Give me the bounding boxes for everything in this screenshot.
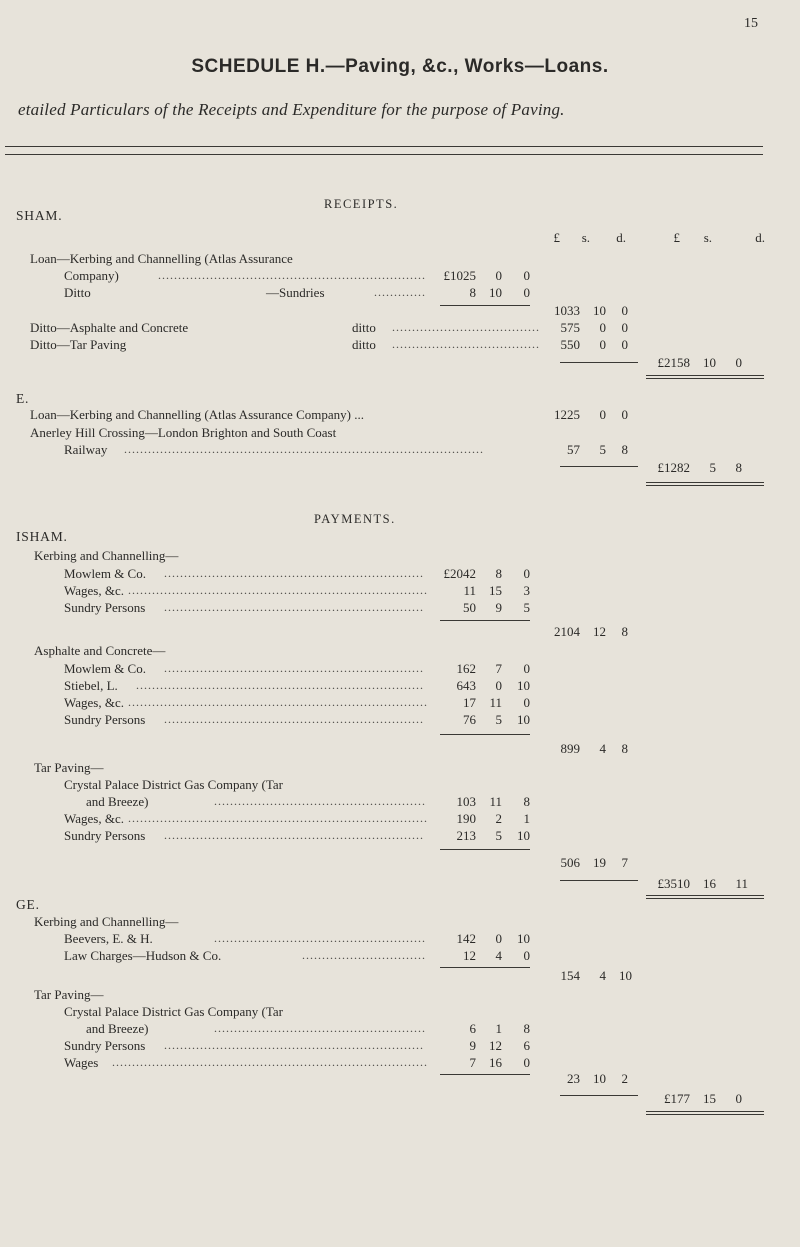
payment-kerbing-heading: Kerbing and Channelling— [34, 548, 179, 563]
leader-dots: ................................................................. [164, 566, 424, 580]
amount-pence: 10 [517, 712, 530, 727]
receipt-anerley-line1: Anerley Hill Crossing—London Brighton and South Coast [30, 425, 337, 440]
amount-pence: 0 [523, 695, 530, 710]
payment-mowlem-k: Mowlem & Co. [64, 566, 146, 581]
amount-pounds: 575 [560, 320, 580, 335]
payment-stiebel: Stiebel, L. [64, 678, 118, 693]
subtotal-shillings: 10 [593, 1071, 606, 1086]
leader-dots: ................................................................. [164, 828, 424, 842]
payment-law-charges: Law Charges—Hudson & Co. [64, 948, 222, 963]
payment-sundry-a: Sundry Persons [64, 712, 146, 727]
amount-pounds: 1225 [554, 407, 580, 422]
page-subtitle: etailed Particulars of the Receipts and Expenditure for the purpose of Paving. [18, 100, 565, 119]
total-shillings: 16 [703, 876, 716, 891]
amount-pence: 0 [621, 407, 628, 422]
amount-pence: 10 [517, 931, 530, 946]
leader-dots: ..................................... [392, 337, 540, 351]
payment-wages-a: Wages, &c. [64, 695, 124, 710]
amount-shillings: 11 [489, 794, 502, 809]
leader-dots: ..................................................... [214, 931, 426, 945]
amount-pounds: 550 [560, 337, 580, 352]
payments-location-1: ISHAM. [16, 529, 68, 544]
leader-dots: ................................................................. [164, 712, 424, 726]
amount-shillings: 16 [489, 1055, 502, 1070]
amount-shillings: 10 [489, 285, 502, 300]
amount-pounds: 213 [456, 828, 476, 843]
amount-pence: 5 [523, 600, 530, 615]
amount-pence: 1 [523, 811, 530, 826]
total-shillings: 5 [709, 460, 716, 475]
col-header-shillings-2: s. [703, 230, 712, 245]
amount-pounds: 17 [463, 695, 476, 710]
col-header-pence: d. [616, 230, 626, 245]
amount-pounds: 142 [456, 931, 476, 946]
amount-pounds: 103 [456, 794, 476, 809]
amount-pence: 0 [523, 566, 530, 581]
subtotal-rule [440, 305, 530, 306]
title-rule-bottom [5, 154, 763, 155]
receipt-ditto-label: Ditto [64, 285, 91, 300]
total-pence: 11 [735, 876, 748, 891]
subtotal-rule [560, 466, 638, 467]
total-double-rule [646, 482, 764, 486]
amount-shillings: 5 [495, 828, 502, 843]
page-number: 15 [744, 16, 758, 31]
total-pence: 8 [735, 460, 742, 475]
total-shillings: 10 [703, 355, 716, 370]
amount-pounds: 11 [463, 583, 476, 598]
amount-pence: 0 [523, 268, 530, 283]
subtotal-shillings: 10 [593, 303, 606, 318]
receipt-ditto-sundries: —Sundries [266, 285, 325, 300]
total-double-rule [646, 375, 764, 379]
subtotal-pounds: 1033 [554, 303, 580, 318]
subtotal-pence: 0 [621, 303, 628, 318]
amount-pounds: 8 [469, 285, 476, 300]
subtotal-rule [440, 620, 530, 621]
payment-wages-t: Wages, &c. [64, 811, 124, 826]
payment-mowlem-a: Mowlem & Co. [64, 661, 146, 676]
leader-dots: ........................................................................... [128, 811, 428, 825]
subtotal-pence: 2 [621, 1071, 628, 1086]
amount-pence: 10 [517, 678, 530, 693]
leader-dots: .......................................................................................... [124, 442, 484, 456]
payment-sundry-t: Sundry Persons [64, 828, 146, 843]
amount-pence: 0 [523, 661, 530, 676]
leader-dots: ............. [374, 285, 426, 299]
payment-asphalte-heading: Asphalte and Concrete— [34, 643, 166, 658]
receipt-loan-line2: Company) [64, 268, 119, 283]
total-pounds: £1282 [657, 460, 690, 475]
amount-pence: 10 [517, 828, 530, 843]
subtotal-shillings: 19 [593, 855, 606, 870]
subtotal-shillings: 4 [599, 968, 606, 983]
subtotal-rule [560, 362, 638, 363]
amount-shillings: 0 [599, 320, 606, 335]
payments-heading: PAYMENTS. [314, 512, 396, 526]
amount-shillings: 4 [495, 948, 502, 963]
payment-crystal-2-line2: and Breeze) [86, 1021, 149, 1036]
payment-sundry-2: Sundry Persons [64, 1038, 146, 1053]
leader-dots: ........................................................................ [136, 678, 424, 692]
receipt-asphalte-label: Ditto—Asphalte and Concrete [30, 320, 189, 335]
col-header-shillings: s. [581, 230, 590, 245]
amount-pence: 8 [523, 1021, 530, 1036]
receipt-loan-line1: Loan—Kerbing and Channelling (Atlas Assurance [30, 251, 293, 266]
amount-pounds: 76 [463, 712, 476, 727]
amount-pence: 0 [523, 285, 530, 300]
amount-pence: 0 [523, 1055, 530, 1070]
amount-pounds: 643 [456, 678, 476, 693]
amount-shillings: 0 [495, 268, 502, 283]
amount-shillings: 5 [495, 712, 502, 727]
amount-shillings: 2 [495, 811, 502, 826]
amount-shillings: 0 [495, 931, 502, 946]
amount-pounds: 190 [456, 811, 476, 826]
receipts-location-1: SHAM. [16, 208, 63, 223]
payment-crystal-line1: Crystal Palace District Gas Company (Tar [64, 777, 283, 792]
total-pence: 0 [735, 355, 742, 370]
amount-pounds: £1025 [443, 268, 476, 283]
receipt-tar-label: Ditto—Tar Paving [30, 337, 127, 352]
amount-shillings: 5 [599, 442, 606, 457]
payments-location-2: GE. [16, 897, 40, 912]
col-header-pounds: £ [553, 230, 560, 245]
amount-pence: 0 [621, 320, 628, 335]
subtotal-pounds: 506 [560, 855, 580, 870]
page-title: SCHEDULE H.—Paving, &c., Works—Loans. [191, 56, 609, 77]
subtotal-rule [440, 967, 530, 968]
leader-dots: ................................................................. [164, 600, 424, 614]
total-pounds: £3510 [657, 876, 690, 891]
receipts-location-2: E. [16, 391, 30, 406]
amount-pounds: 6 [469, 1021, 476, 1036]
subtotal-rule [440, 1074, 530, 1075]
amount-shillings: 7 [495, 661, 502, 676]
amount-shillings: 12 [489, 1038, 502, 1053]
payment-beevers: Beevers, E. & H. [64, 931, 153, 946]
amount-pence: 8 [621, 442, 628, 457]
col-header-pounds-2: £ [673, 230, 680, 245]
amount-pounds: 162 [456, 661, 476, 676]
amount-pounds: 57 [567, 442, 580, 457]
leader-dots: ..................................................... [214, 794, 426, 808]
amount-pence: 0 [621, 337, 628, 352]
amount-shillings: 15 [489, 583, 502, 598]
amount-pence: 0 [523, 948, 530, 963]
subtotal-rule [440, 849, 530, 850]
amount-pounds: £2042 [443, 566, 476, 581]
amount-shillings: 0 [495, 678, 502, 693]
subtotal-pounds: 2104 [554, 624, 580, 639]
payment-tar-heading-2: Tar Paving— [34, 987, 104, 1002]
amount-pounds: 50 [463, 600, 476, 615]
amount-shillings: 9 [495, 600, 502, 615]
amount-pounds: 12 [463, 948, 476, 963]
subtotal-pence: 10 [619, 968, 632, 983]
total-shillings: 15 [703, 1091, 716, 1106]
receipt-loan-2-label: Loan—Kerbing and Channelling (Atlas Assurance Company) ... [30, 407, 364, 422]
receipt-asphalte-ditto: ditto [352, 320, 376, 335]
total-pounds: £2158 [657, 355, 690, 370]
payment-crystal-line2: and Breeze) [86, 794, 149, 809]
amount-pence: 6 [523, 1038, 530, 1053]
leader-dots: ................................................................... [158, 268, 426, 282]
receipt-anerley-line2: Railway [64, 442, 108, 457]
leader-dots: ................................................................. [164, 1038, 424, 1052]
subtotal-rule [560, 1095, 638, 1096]
amount-pence: 8 [523, 794, 530, 809]
subtotal-rule [560, 880, 638, 881]
subtotal-pounds: 899 [560, 741, 580, 756]
payment-tar-heading: Tar Paving— [34, 760, 104, 775]
subtotal-pence: 8 [621, 624, 628, 639]
total-pounds: £177 [664, 1091, 690, 1106]
amount-shillings: 8 [495, 566, 502, 581]
subtotal-shillings: 12 [593, 624, 606, 639]
leader-dots: ..................................... [392, 320, 540, 334]
leader-dots: ........................................................................... [128, 583, 428, 597]
payment-wages-2: Wages [64, 1055, 99, 1070]
leader-dots: ..................................................... [214, 1021, 426, 1035]
amount-pence: 3 [523, 583, 530, 598]
leader-dots: ................................................................. [164, 661, 424, 675]
amount-shillings: 11 [489, 695, 502, 710]
payment-sundry-k: Sundry Persons [64, 600, 146, 615]
payment-wages-k: Wages, &c. [64, 583, 124, 598]
leader-dots: ............................................................................... [112, 1055, 428, 1069]
subtotal-shillings: 4 [599, 741, 606, 756]
total-double-rule [646, 1111, 764, 1115]
subtotal-pence: 7 [621, 855, 628, 870]
receipts-heading: RECEIPTS. [324, 197, 399, 211]
subtotal-pounds: 154 [560, 968, 580, 983]
subtotal-rule [440, 734, 530, 735]
total-double-rule [646, 895, 764, 899]
subtotal-pence: 8 [621, 741, 628, 756]
amount-shillings: 0 [599, 337, 606, 352]
amount-pounds: 7 [469, 1055, 476, 1070]
amount-shillings: 0 [599, 407, 606, 422]
leader-dots: ........................................................................... [128, 695, 428, 709]
amount-shillings: 1 [495, 1021, 502, 1036]
title-rule-top [5, 146, 763, 147]
receipt-tar-ditto: ditto [352, 337, 376, 352]
payment-crystal-2-line1: Crystal Palace District Gas Company (Tar [64, 1004, 283, 1019]
amount-pounds: 9 [469, 1038, 476, 1053]
total-pence: 0 [735, 1091, 742, 1106]
col-header-pence-2: d. [755, 230, 765, 245]
payment-kerbing-heading-2: Kerbing and Channelling— [34, 914, 179, 929]
subtotal-pounds: 23 [567, 1071, 580, 1086]
leader-dots: ............................... [302, 948, 426, 962]
